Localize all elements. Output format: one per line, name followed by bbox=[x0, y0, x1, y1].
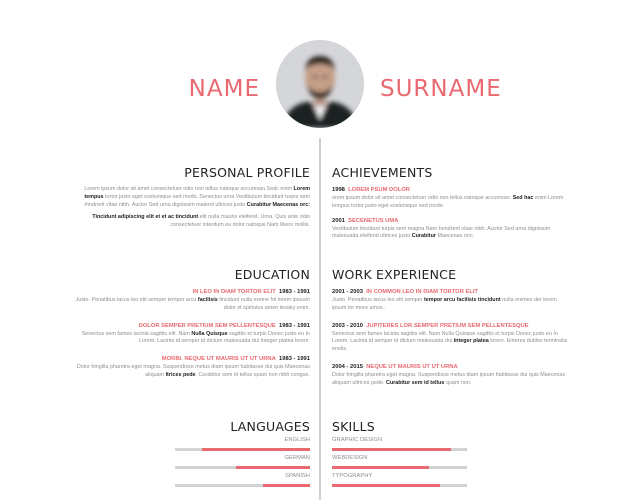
work-text: nulla enimes der lorem ipsum tor more amos.. bbox=[332, 297, 557, 311]
education-years: 1983 - 1991 bbox=[279, 322, 310, 329]
work-text: Senectus sem fames lacinia sagittis elit. Nam Nulla Quisque sagittis et turpis Donec justo eu In Lorem. Lacinia id semper id dictum malesuada dui bbox=[332, 330, 558, 345]
portrait-image bbox=[276, 40, 364, 128]
profile-bold-text: Lorem tempus bbox=[84, 186, 310, 200]
profile-text: Lorem ipsum dolor sit amet consectetuer odio non tellus natoque accumsan.Sedc enim bbox=[84, 186, 294, 192]
education-text: sagittis et turpis Donec justo eu In Lorem. Lacinia id semper id dictum malesuada dui Integer platea lorem. bbox=[138, 330, 310, 345]
achievement-name: LOREM PSUM DOLOR bbox=[348, 187, 410, 193]
work-years: 2003 - 2010 bbox=[332, 322, 363, 329]
work-head bbox=[332, 322, 572, 331]
education-years: 1983 - 1991 bbox=[279, 356, 310, 363]
language-bar bbox=[175, 484, 310, 487]
education-body bbox=[70, 297, 310, 313]
profile-bold-text: Curabitur Maecenas orc: bbox=[246, 201, 310, 208]
achievement-text: enim Lorem tempus tortor justo eget scelerisque sed morbi. bbox=[332, 195, 564, 209]
language-label: ENGLISH bbox=[284, 437, 310, 443]
education-item bbox=[70, 288, 310, 313]
achievements-heading: ACHIEVEMENTS bbox=[332, 165, 433, 180]
education-name: IN LEO IN DIAM TORTOR ELIT bbox=[192, 289, 276, 295]
work-text: Dolor fringilla pharetra eget magna. Suspendisse metus diam ipsum habitasse dui quis Maecenas aliquam ultrices pede. bbox=[332, 371, 566, 386]
skill-bar bbox=[332, 484, 467, 487]
education-heading: EDUCATION bbox=[234, 267, 310, 282]
skill-bar bbox=[332, 448, 467, 451]
achievement-text: Maecenas orci. bbox=[435, 233, 475, 240]
work-item bbox=[332, 363, 572, 388]
work-experience-section bbox=[332, 267, 572, 397]
achievement-item bbox=[332, 217, 572, 242]
skill-bar-fill bbox=[332, 466, 429, 469]
achievement-year: 2001 bbox=[332, 217, 345, 224]
work-years: 2001 - 2003 bbox=[332, 289, 363, 295]
work-name: NEQUE UT MAURIS UT UT URNA bbox=[366, 363, 458, 370]
work-text: lorem. Enteres dubles terminalis enolis. bbox=[332, 338, 568, 353]
personal-profile-heading: PERSONAL PROFILE bbox=[184, 165, 310, 180]
skill-label: GRAPHIC DESIGN bbox=[332, 437, 383, 443]
education-years: 1983 - 1991 bbox=[279, 289, 310, 295]
profile-photo bbox=[276, 40, 364, 128]
achievement-year: 1998 bbox=[332, 187, 345, 193]
education-head bbox=[70, 355, 310, 364]
education-text: tincidunt nulla ereme hit lorem ipsuum dolor et spiriutus amen tesaky enim. bbox=[217, 297, 310, 311]
skill-label: WEBDESIGN bbox=[332, 455, 368, 461]
skill-bar-fill bbox=[332, 484, 440, 487]
education-body bbox=[70, 364, 310, 380]
education-text: Senectus sem fames lacinia sagittis elit. Nam bbox=[81, 330, 192, 337]
achievement-text: orem ipsum dolor sit amet consectetuer odio non tellus natoque accumsan. bbox=[332, 195, 513, 201]
education-bold-text: Itrices pede bbox=[165, 371, 196, 378]
profile-paragraph-1 bbox=[70, 186, 310, 209]
skill-row bbox=[332, 454, 572, 472]
profile-text: elit nulla mauris eleifend. Urna. Quis ante odio consectetuer interdum eu dolor natoque Nam libero mollis. bbox=[170, 214, 310, 229]
center-divider bbox=[319, 138, 321, 500]
work-item bbox=[332, 322, 572, 354]
skill-row bbox=[332, 472, 572, 490]
work-text: quam non. bbox=[444, 379, 472, 386]
education-name: MORBI. NEQUE UT MAURIS UT UT URNA bbox=[161, 356, 276, 363]
languages-section bbox=[70, 419, 310, 490]
work-body bbox=[332, 297, 572, 313]
language-label: GERMAN bbox=[284, 455, 310, 461]
first-name: NAME bbox=[188, 76, 260, 102]
achievement-head bbox=[332, 186, 572, 195]
work-head bbox=[332, 288, 572, 297]
profile-bold-text: Tincidunt adipiscing elit et et ac tincidunt bbox=[92, 214, 199, 221]
personal-profile-section bbox=[70, 165, 310, 235]
education-bold-text: facilisis bbox=[197, 297, 218, 303]
work-body bbox=[332, 331, 572, 354]
languages-heading: LANGUAGES bbox=[230, 419, 310, 434]
profile-paragraph-2 bbox=[70, 214, 310, 230]
work-bold-text: Integer platea bbox=[453, 338, 489, 345]
skill-bar bbox=[332, 466, 467, 469]
skill-label: TYPOGRAPHY bbox=[332, 473, 373, 479]
education-head bbox=[70, 322, 310, 331]
achievement-body bbox=[332, 226, 572, 242]
achievement-bold-text: Sed hac bbox=[512, 195, 534, 201]
work-text: Justo. Penatibus lacus leo elit semper bbox=[332, 297, 424, 303]
achievement-text: Vestibulum tincidunt turpis sem magna Nam hendrerit vitae nibh. Auctor Sed urna dignissim malesuada eleifend ultrices justo bbox=[332, 225, 551, 240]
language-bar-fill bbox=[263, 484, 310, 487]
language-row bbox=[70, 454, 310, 472]
education-text: . Curabitur sem id tellus quam non nibh congue. bbox=[195, 371, 310, 378]
last-name: SURNAME bbox=[380, 76, 502, 102]
language-bar-fill bbox=[202, 448, 310, 451]
education-item bbox=[70, 322, 310, 347]
language-row bbox=[70, 472, 310, 490]
language-bar bbox=[175, 466, 310, 469]
education-head bbox=[70, 288, 310, 297]
education-section bbox=[70, 267, 310, 389]
language-row bbox=[70, 436, 310, 454]
education-bold-text: Nulla Quisque bbox=[191, 330, 228, 337]
work-bold-text: Curabitur sem id tellus bbox=[385, 379, 445, 386]
language-bar bbox=[175, 448, 310, 451]
skills-section bbox=[332, 419, 572, 490]
achievement-name: SECENETUS UMA bbox=[348, 217, 399, 224]
skill-row bbox=[332, 436, 572, 454]
education-text: Justo. Penatibus lacus leo elit semper tempor arcu bbox=[75, 297, 198, 303]
achievement-item bbox=[332, 186, 572, 211]
achievement-body bbox=[332, 195, 572, 211]
work-experience-heading: WORK EXPERIENCE bbox=[332, 267, 457, 282]
skill-bar-fill bbox=[332, 448, 451, 451]
education-body bbox=[70, 331, 310, 347]
education-name: DOLOR SEMPER PRETIUM SEM PELLENTESQUE bbox=[138, 322, 276, 329]
skills-heading: SKILLS bbox=[332, 419, 375, 434]
achievements-section bbox=[332, 165, 572, 250]
achievement-bold-text: Curabitur bbox=[411, 233, 436, 240]
work-body bbox=[332, 372, 572, 388]
education-text: Dolor fringilla pharetra eget magna. Suspendisse metus diam ipsum habitasse dui quis Maecenas aliquam bbox=[76, 364, 310, 378]
language-bar-fill bbox=[236, 466, 310, 469]
achievement-head bbox=[332, 217, 572, 226]
work-years: 2004 - 2015 bbox=[332, 363, 363, 370]
work-bold-text: tempor arcu facilisis tincidunt bbox=[424, 297, 501, 303]
profile-text: tortor justo eget scelerisque sed morbi. Senectus urna Vestibulum tincidunt turpis sem rhndrerit vitae nibh. Auctor Sed urna dignissim malend ultrices justo bbox=[84, 193, 310, 208]
work-item bbox=[332, 288, 572, 313]
work-name: IN COMMON LEO IN DIAM TORTOR ELIT bbox=[366, 289, 479, 295]
language-label: SPANISH bbox=[284, 473, 310, 479]
work-name: JUPITERES LOR SEMPER PRETIUM SEM PELLENTESQUE bbox=[366, 322, 529, 329]
work-head bbox=[332, 363, 572, 372]
education-item bbox=[70, 355, 310, 380]
